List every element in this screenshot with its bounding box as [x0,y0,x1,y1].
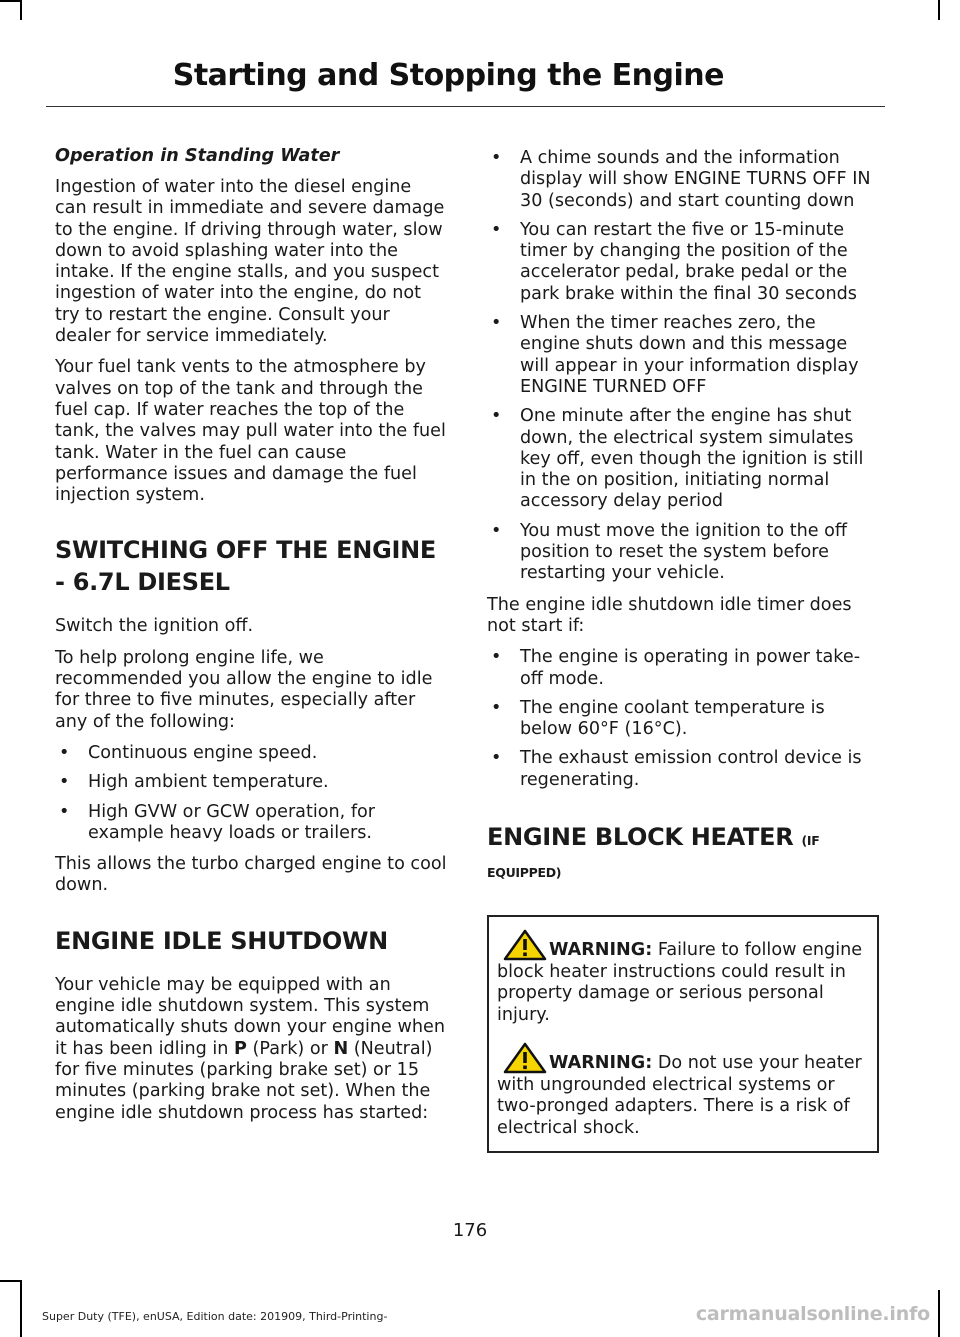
list-item-text: Continuous engine speed. [88,742,318,763]
bullet-icon: • [491,748,502,769]
page-number: 176 [452,1220,488,1241]
list-item-text: One minute after the engine has shut down, the electrical system simulates key off, even though the ignition is still in the on position, initiating normal accessory delay period [520,406,864,512]
list-item-text: You must move the ignition to the off position to reset the system before restarting your vehicle. [520,520,848,584]
warning-triangle-icon [503,929,547,961]
bullet-list [55,743,447,844]
gear-neutral-label: N [333,1038,349,1059]
heading-text: ENGINE BLOCK HEATER [487,823,794,852]
warning-text: Failure to follow engine block heater instructions could result in property damage or serious personal injury. [497,940,863,1025]
bullet-icon: • [491,406,502,427]
section-heading-idle-shutdown: ENGINE IDLE SHUTDOWN [55,926,388,955]
list-item [55,743,447,764]
bullet-icon: • [491,313,502,334]
gear-park-label: P [234,1038,247,1059]
list-item-text: A chime sounds and the information display will show ENGINE TURNS OFF IN 30 (seconds) and start counting down [520,148,871,211]
section-heading-block-heater [487,821,879,883]
bullet-icon: • [491,647,502,668]
watermark: carmanualsonline.info [695,1303,930,1325]
bullet-icon: • [59,801,70,822]
bullet-icon: • [491,520,502,541]
paragraph: Switch the ignition off. [55,616,254,637]
paragraph: Your fuel tank vents to the atmosphere by valves on top of the tank and through the fuel cap. If water reaches the top of the tank, the valves may pull water into the fuel tank. Water in the fuel can cause performance issues and damage the fuel injection system. [55,357,446,506]
right-column [487,148,879,1153]
crop-mark [0,1280,22,1282]
crop-mark [0,0,22,2]
footer-edition: Super Duty (TFE), enUSA, Edition date: 201909, Third-Printing- [42,1310,388,1323]
text-run: (Neutral) for five minutes (parking brake set) or 15 minutes (parking brake not set). When the engine idle shutdown process has started: [55,1038,433,1123]
list-item [487,698,879,741]
warning-label: WARNING: [549,940,653,961]
bullet-icon: • [59,772,70,793]
bullet-list [487,148,879,585]
paragraph: The engine idle shutdown idle timer does not start if: [487,594,852,636]
crop-mark [20,0,22,20]
page-title: Starting and Stopping the Engine [172,58,724,93]
list-item-text: When the timer reaches zero, the engine shuts down and this message will appear in your information display ENGINE TURNED OFF [520,313,859,397]
list-item-text: High GVW or GCW operation, for example heavy loads or trailers. [88,801,376,843]
heading-qualifier: EQUIPPED) [487,865,562,881]
crop-mark [938,0,940,20]
header-divider [46,106,885,107]
warning-box [487,915,879,1153]
list-item-text: The exhaust emission control device is regenerating. [520,748,862,790]
list-item [487,406,879,512]
bullet-icon: • [59,742,70,763]
crop-mark [20,1280,22,1337]
list-item-text: The engine coolant temperature is below 60°F (16°C). [520,697,825,740]
list-item [55,772,447,793]
list-item [487,647,879,690]
paragraph-idle-shutdown [55,975,447,1124]
bullet-icon: • [491,148,502,168]
list-item-text: High ambient temperature. [88,772,329,793]
list-item [55,802,447,845]
bullet-list [487,647,879,791]
list-item [487,313,879,398]
text-run: (Park) or [246,1038,334,1059]
bullet-icon: • [491,219,502,240]
list-item [487,220,879,305]
bullet-icon: • [491,697,502,718]
heading-line: SWITCHING OFF THE ENGINE [55,536,436,565]
section-heading-switching-off [55,534,447,598]
warning-item [497,929,869,1026]
list-item [487,748,879,791]
warning-label: WARNING: [549,1053,653,1074]
list-item-text: You can restart the five or 15-minute timer by changing the position of the accelerator pedal, brake pedal or the park brake within the final 30 seconds [520,219,857,304]
paragraph: Ingestion of water into the diesel engine can result in immediate and severe damage to the engine. If driving through water, slow down to avoid splashing water into the intake. If the engine stalls, and you suspect ingestion of water into the engine, do not try to restart the engine. Consult your dealer for service immediately. [55,177,445,347]
crop-mark [938,1290,940,1337]
warning-item [497,1042,869,1139]
warning-text: Do not use your heater with ungrounded electrical systems or two-pronged adapters. There is a risk of electrical shock. [497,1053,862,1138]
list-item [487,521,879,585]
warning-triangle-icon [503,1042,547,1074]
paragraph: To help prolong engine life, we recommended you allow the engine to idle for three to five minutes, especially after any of the following: [55,647,433,732]
heading-line: - 6.7L DIESEL [55,568,230,597]
left-column [55,146,447,1134]
text-run: Your vehicle may be equipped with an engine idle shutdown system. This system automatically shuts down your engine when it has been idling in [55,974,445,1059]
subhead-standing-water: Operation in Standing Water [55,146,340,166]
heading-qualifier: (IF [801,833,820,849]
list-item-text: The engine is operating in power take-off mode. [520,647,861,689]
list-item [487,148,879,212]
paragraph: This allows the turbo charged engine to cool down. [55,854,447,896]
